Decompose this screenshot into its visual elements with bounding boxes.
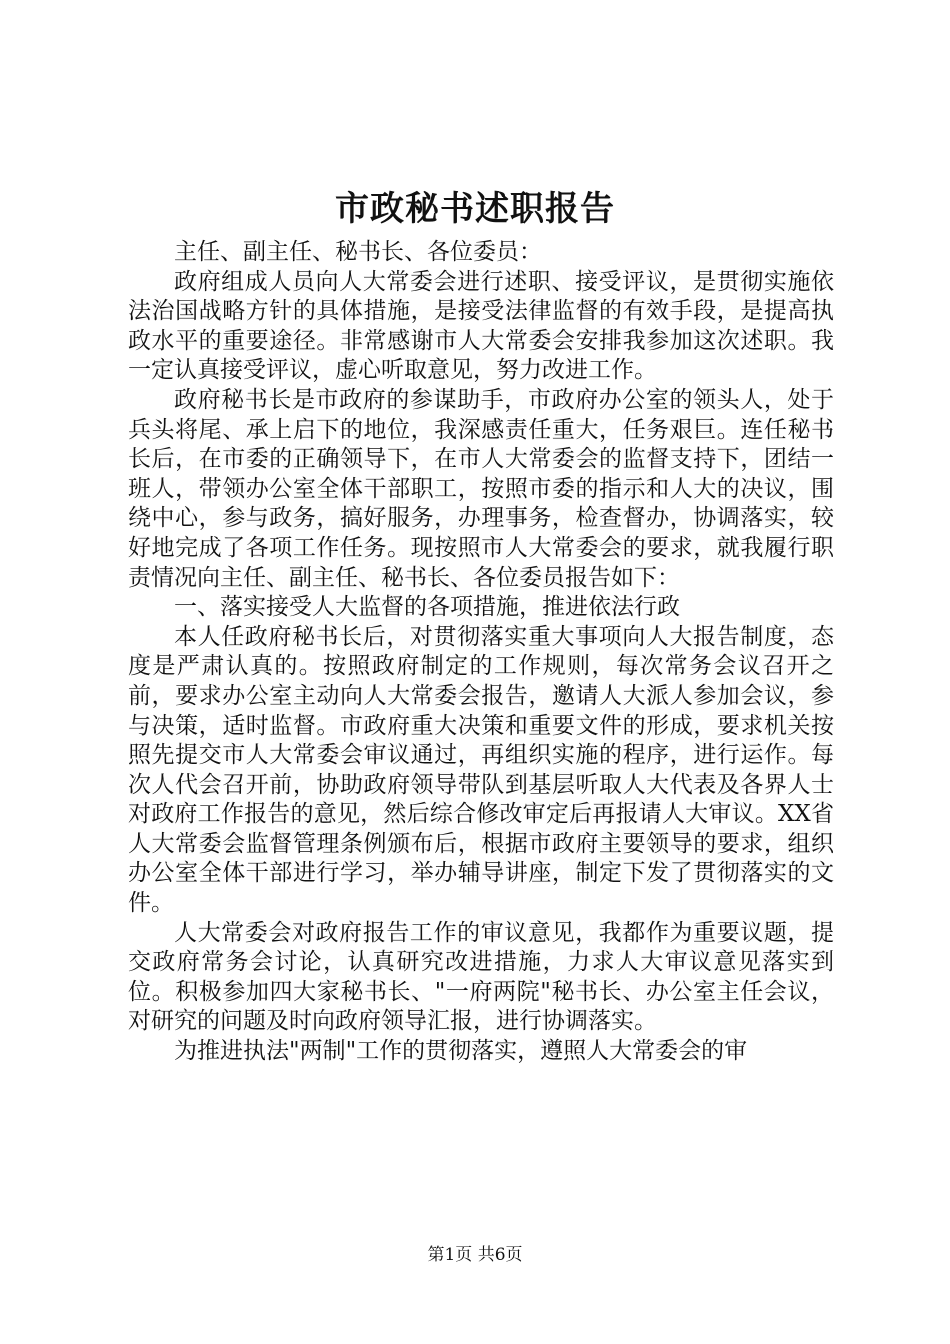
document-title: 市政秘书述职报告 [335,189,615,229]
body-paragraph: 为推进执法"两制"工作的贯彻落实，遵照人大常委会的审 [174,1038,748,1065]
body-paragraph: 政府组成人员向人大常委会进行述职、接受评议，是贯彻实施依法治国战略方针的具体措施，是接受法律监督的有效手段，是提高执政水平的重要途径。非常感谢市人大常委会安排我参加这次述职。我一定认真接受评议，虚心听取意见，努力改进工作。 [128,268,834,384]
body-paragraph: 政府秘书长是市政府的参谋助手，市政府办公室的领头人，处于兵头将尾、承上启下的地位，我深感责任重大，任务艰巨。连任秘书长后，在市委的正确领导下，在市人大常委会的监督支持下，团结一班人，带领办公室全体干部职工，按照市委的指示和人大的决议，围绕中心，参与政务，搞好服务，办理事务，检查督办，协调落实，较好地完成了各项工作任务。现按照市人大常委会的要求，就我履行职责情况向主任、副主任、秘书长、各位委员报告如下： [128,386,834,591]
document-body [128,238,834,1067]
section-heading: 一、落实接受人大监督的各项措施，推进依法行政 [174,594,680,621]
salutation-paragraph: 主任、副主任、秘书长、各位委员： [174,239,542,265]
body-paragraph: 人大常委会对政府报告工作的审议意见，我都作为重要议题，提交政府常务会讨论，认真研究改进措施，力求人大审议意见落实到位。积极参加四大家秘书长、"一府两院"秘书长、办公室主任会议，对研究的问题及时向政府领导汇报，进行协调落实。 [128,919,834,1035]
body-paragraph: 本人任政府秘书长后，对贯彻落实重大事项向人大报告制度，态度是严肃认真的。按照政府制定的工作规则，每次常务会议召开之前，要求办公室主动向人大常委会报告，邀请人大派人参加会议，参与决策，适时监督。市政府重大决策和重要文件的形成，要求机关按照先提交市人大常委会审议通过，再组织实施的程序，进行运作。每次人代会召开前，协助政府领导带队到基层听取人大代表及各界人士对政府工作报告的意见，然后综合修改审定后再报请人大审议。XX省人大常委会监督管理条例颁布后，根据市政府主要领导的要求，组织办公室全体干部进行学习，举办辅导讲座，制定下发了贯彻落实的文件。 [128,623,834,917]
page-number-footer: 第1页 共6页 [427,1245,523,1265]
